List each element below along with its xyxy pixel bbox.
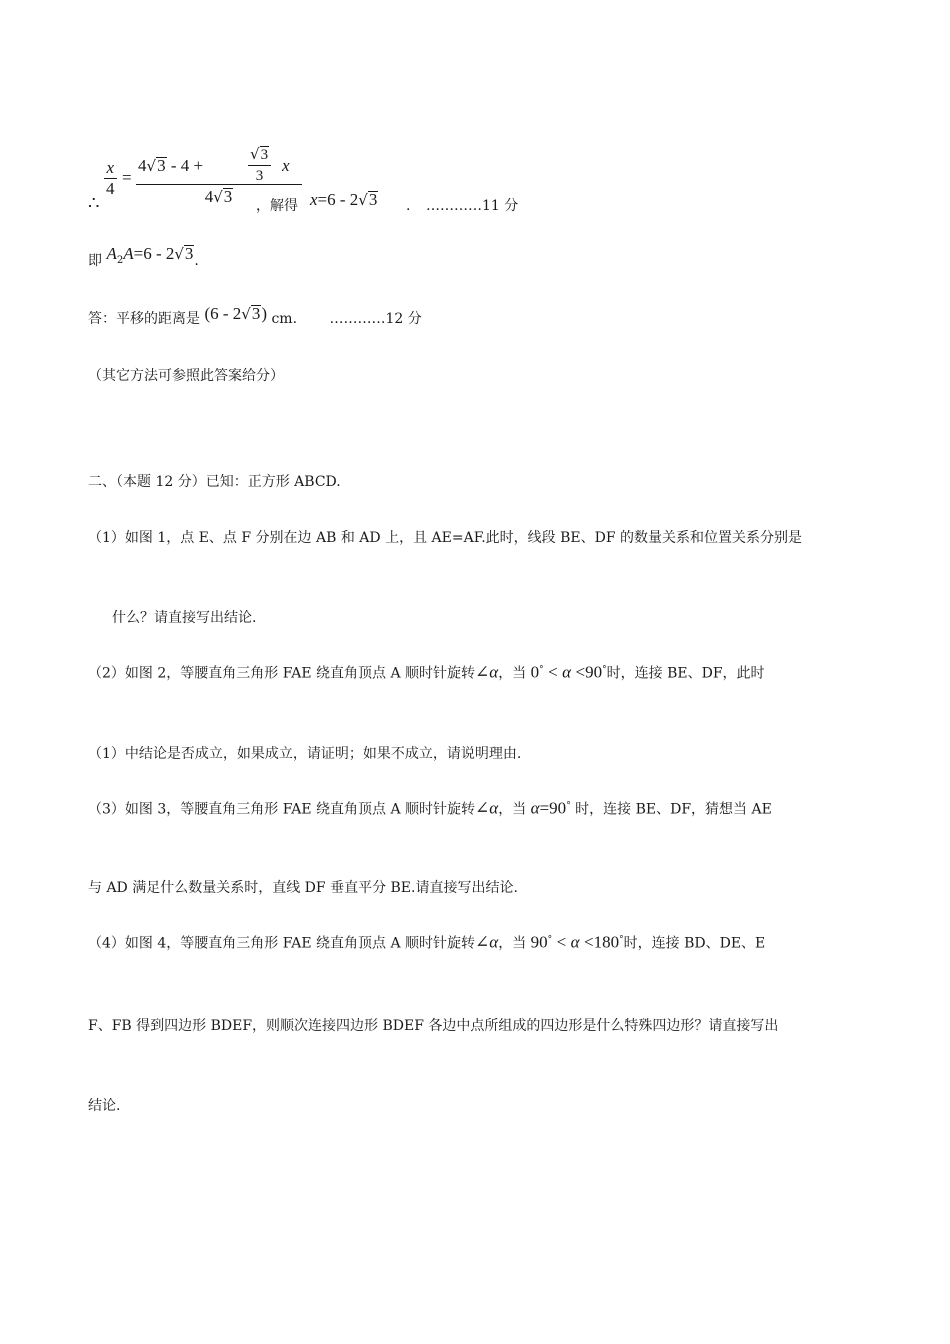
q2-ninety: 90 — [585, 662, 603, 682]
sqrt-sign: √ — [146, 157, 157, 175]
ji-point-a: A — [123, 244, 134, 263]
degree-sign: ° — [602, 665, 607, 675]
ji-subscript: 2 — [116, 254, 124, 266]
q2-line1 — [88, 660, 765, 684]
solve-period: . — [406, 198, 411, 214]
degree-sign: ° — [619, 935, 624, 945]
answer-unit: cm. — [271, 311, 298, 327]
ji-point-a2: A — [106, 244, 117, 263]
ji-line: 即 $A_2A=6 - 2√3$. — [88, 244, 199, 269]
rhs-numerator: 4√3 - 4 + $\frac{√3}{3}$ x — [136, 150, 302, 185]
alpha-symbol: α — [570, 932, 580, 952]
less-than: < — [556, 932, 567, 952]
q4-ninety: 90 — [530, 932, 548, 952]
score-11: …………11 分 — [426, 198, 519, 214]
answer-sqrt-value: 3 — [251, 304, 261, 323]
q4-line3: 结论. — [88, 1098, 121, 1114]
angle-symbol: ∠ — [475, 932, 490, 952]
angle-symbol: ∠ — [475, 798, 490, 818]
alpha-symbol: α — [489, 662, 499, 682]
q2-text-a: （2）如图 2，等腰直角三角形 FAE 绕直角顶点 A 顺时针旋转 — [88, 665, 476, 682]
ji-period: . — [194, 253, 199, 269]
alpha-symbol: α — [562, 662, 572, 682]
q2-text-b: ，当 — [498, 665, 527, 682]
q4-line1 — [88, 930, 765, 954]
q4-text-d: 时，连接 BD、DE、E — [623, 935, 766, 952]
q2-zero: 0 — [530, 662, 540, 682]
lhs-fraction: $\frac{x}{4}$ — [106, 158, 115, 198]
less-than: < — [548, 662, 558, 682]
degree-sign: ° — [539, 665, 544, 675]
solve-expr: x=6 - 2√3 — [310, 190, 378, 209]
inner-fraction: $\frac{√3}{3}$ — [248, 144, 271, 186]
q4-text-b: ，当 — [498, 935, 527, 952]
score-12: …………12 分 — [329, 311, 422, 327]
ji-label: 即 — [88, 253, 102, 269]
q3-line2: 与 AD 满足什么数量关系时，直线 DF 垂直平分 BE.请直接写出结论. — [88, 880, 518, 896]
answer-line: 答：平移的距离是 (6 - 2√3) cm. …………12 分 — [88, 304, 422, 327]
problem-heading: 二、（本题 12 分）已知：正方形 ABCD. — [88, 474, 341, 490]
q4-text-a: （4）如图 4，等腰直角三角形 FAE 绕直角顶点 A 顺时针旋转 — [88, 935, 476, 952]
less-than: < — [575, 662, 586, 682]
degree-sign: ° — [547, 935, 553, 945]
angle-symbol: ∠ — [475, 662, 490, 682]
answer-label: 答：平移的距离是 — [88, 311, 200, 327]
therefore-symbol: ∴ — [88, 193, 100, 214]
ji-sqrt-value: 3 — [184, 244, 194, 263]
eq-sign: = — [122, 168, 132, 187]
rhs-denominator: 4√3 — [204, 187, 233, 206]
ji-expr: =6 - 2 — [133, 244, 175, 263]
q4-one-eighty: 180 — [593, 932, 620, 952]
degree-sign: ° — [566, 801, 571, 811]
alpha-symbol: α — [489, 932, 499, 952]
alpha-symbol: α — [489, 798, 499, 818]
q2-text-d: 时，连接 BE、DF，此时 — [606, 665, 765, 682]
note-line: （其它方法可参照此答案给分） — [88, 368, 284, 384]
less-than: < — [584, 932, 594, 952]
q3-text-a: （3）如图 3，等腰直角三角形 FAE 绕直角顶点 A 顺时针旋转 — [88, 801, 476, 818]
q3-text-b: ，当 — [498, 801, 527, 818]
q3-line1 — [88, 796, 772, 820]
q4-line2: F、FB 得到四边形 BDEF，则顺次连接四边形 BDEF 各边中点所组成的四边形是什么特殊四边形？请直接写出 — [88, 1018, 779, 1034]
q1-line1: （1）如图 1，点 E、点 F 分别在边 AB 和 AD 上，且 AE=AF.此时，线段 BE、DF 的数量关系和位置关系分别是 — [88, 530, 803, 546]
q3-text-d: 时，连接 BE、DF，猜想当 AE — [575, 801, 772, 818]
answer-open: (6 - 2 — [204, 304, 242, 323]
q3-equals-ninety: =90 — [539, 798, 567, 818]
solve-text: ，解得 — [256, 198, 298, 214]
alpha-symbol: α — [530, 798, 540, 818]
q1-line2: 什么？请直接写出结论. — [112, 610, 257, 626]
answer-close: ) — [261, 304, 268, 323]
q2-line2: （1）中结论是否成立，如果成立，请证明；如果不成立，请说明理由. — [88, 746, 522, 762]
